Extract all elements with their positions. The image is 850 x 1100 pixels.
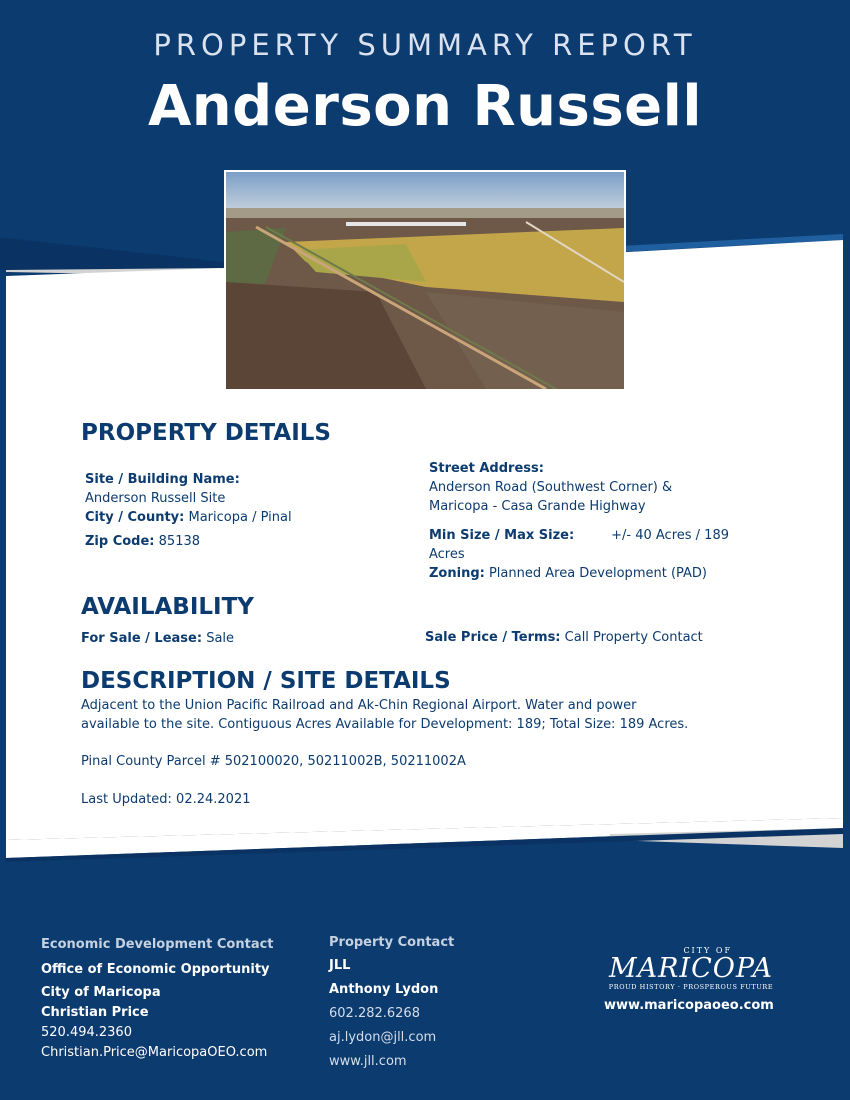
description-line2: available to the site. Contiguous Acres Available for Development: 189; Total Size: 189 Acres. bbox=[81, 717, 689, 732]
city-county-value: Maricopa / Pinal bbox=[188, 510, 292, 525]
econ-name: Christian Price bbox=[41, 1005, 149, 1020]
street-address-line1: Anderson Road (Southwest Corner) & bbox=[429, 480, 673, 495]
left-details bbox=[85, 470, 385, 551]
econ-office: Office of Economic Opportunity bbox=[41, 962, 270, 977]
last-updated: Last Updated: 02.24.2021 bbox=[81, 792, 251, 807]
city-county-label: City / County: bbox=[85, 510, 185, 525]
street-address-label: Street Address: bbox=[429, 461, 544, 476]
description-heading: DESCRIPTION / SITE DETAILS bbox=[81, 668, 451, 694]
property-contact-phone: 602.282.6268 bbox=[329, 1006, 420, 1021]
sale-price-value: Call Property Contact bbox=[564, 630, 703, 645]
econ-city: City of Maricopa bbox=[41, 985, 161, 1000]
aerial-photo-icon bbox=[226, 172, 624, 389]
description-body bbox=[81, 696, 781, 734]
sale-lease-label: For Sale / Lease: bbox=[81, 631, 203, 646]
footer-website-link[interactable]: www.maricopaoeo.com bbox=[604, 998, 774, 1013]
property-contact-website[interactable]: www.jll.com bbox=[329, 1054, 407, 1069]
aerial-photo bbox=[224, 170, 626, 391]
description-line1: Adjacent to the Union Pacific Railroad and Ak-Chin Regional Airport. Water and power bbox=[81, 698, 637, 713]
zoning-value: Planned Area Development (PAD) bbox=[488, 566, 707, 581]
availability-heading: AVAILABILITY bbox=[81, 594, 254, 620]
maricopa-logo bbox=[600, 946, 782, 991]
sale-price-row bbox=[425, 628, 703, 647]
parcel-numbers: Pinal County Parcel # 502100020, 50211002B, 50211002A bbox=[81, 754, 466, 769]
page-title: Anderson Russell bbox=[147, 74, 703, 139]
econ-email[interactable]: Christian.Price@MaricopaOEO.com bbox=[41, 1045, 268, 1060]
street-address-line2: Maricopa - Casa Grande Highway bbox=[429, 499, 646, 514]
zoning-label: Zoning: bbox=[429, 566, 485, 581]
size-label: Min Size / Max Size: bbox=[429, 528, 575, 543]
zip-label: Zip Code: bbox=[85, 534, 155, 549]
econ-phone: 520.494.2360 bbox=[41, 1025, 132, 1040]
property-contact-company: JLL bbox=[329, 958, 351, 973]
property-contact-name: Anthony Lydon bbox=[329, 982, 439, 997]
property-contact-block bbox=[329, 931, 454, 1073]
size-value: +/- 40 Acres / 189 bbox=[611, 528, 729, 543]
zip-value: 85138 bbox=[158, 534, 201, 549]
property-contact-email[interactable]: aj.lydon@jll.com bbox=[329, 1030, 437, 1045]
property-contact-heading: Property Contact bbox=[329, 935, 455, 950]
size-value-continued: Acres bbox=[429, 547, 465, 562]
econ-contact-block bbox=[41, 933, 274, 1063]
property-details-heading: PROPERTY DETAILS bbox=[81, 420, 332, 446]
logo-tagline: PROUD HISTORY · PROSPEROUS FUTURE bbox=[608, 983, 774, 991]
sale-lease-row bbox=[81, 629, 234, 648]
sale-lease-value: Sale bbox=[206, 631, 235, 646]
report-type-label: PROPERTY SUMMARY REPORT bbox=[153, 28, 697, 62]
site-name-label: Site / Building Name: bbox=[85, 472, 240, 487]
site-name-value: Anderson Russell Site bbox=[85, 491, 226, 506]
econ-contact-heading: Economic Development Contact bbox=[41, 937, 274, 952]
logo-city-of: CITY OF bbox=[683, 946, 732, 955]
logo-maricopa: MARICOPA bbox=[608, 953, 774, 984]
right-details bbox=[429, 459, 729, 583]
sale-price-label: Sale Price / Terms: bbox=[425, 630, 561, 645]
